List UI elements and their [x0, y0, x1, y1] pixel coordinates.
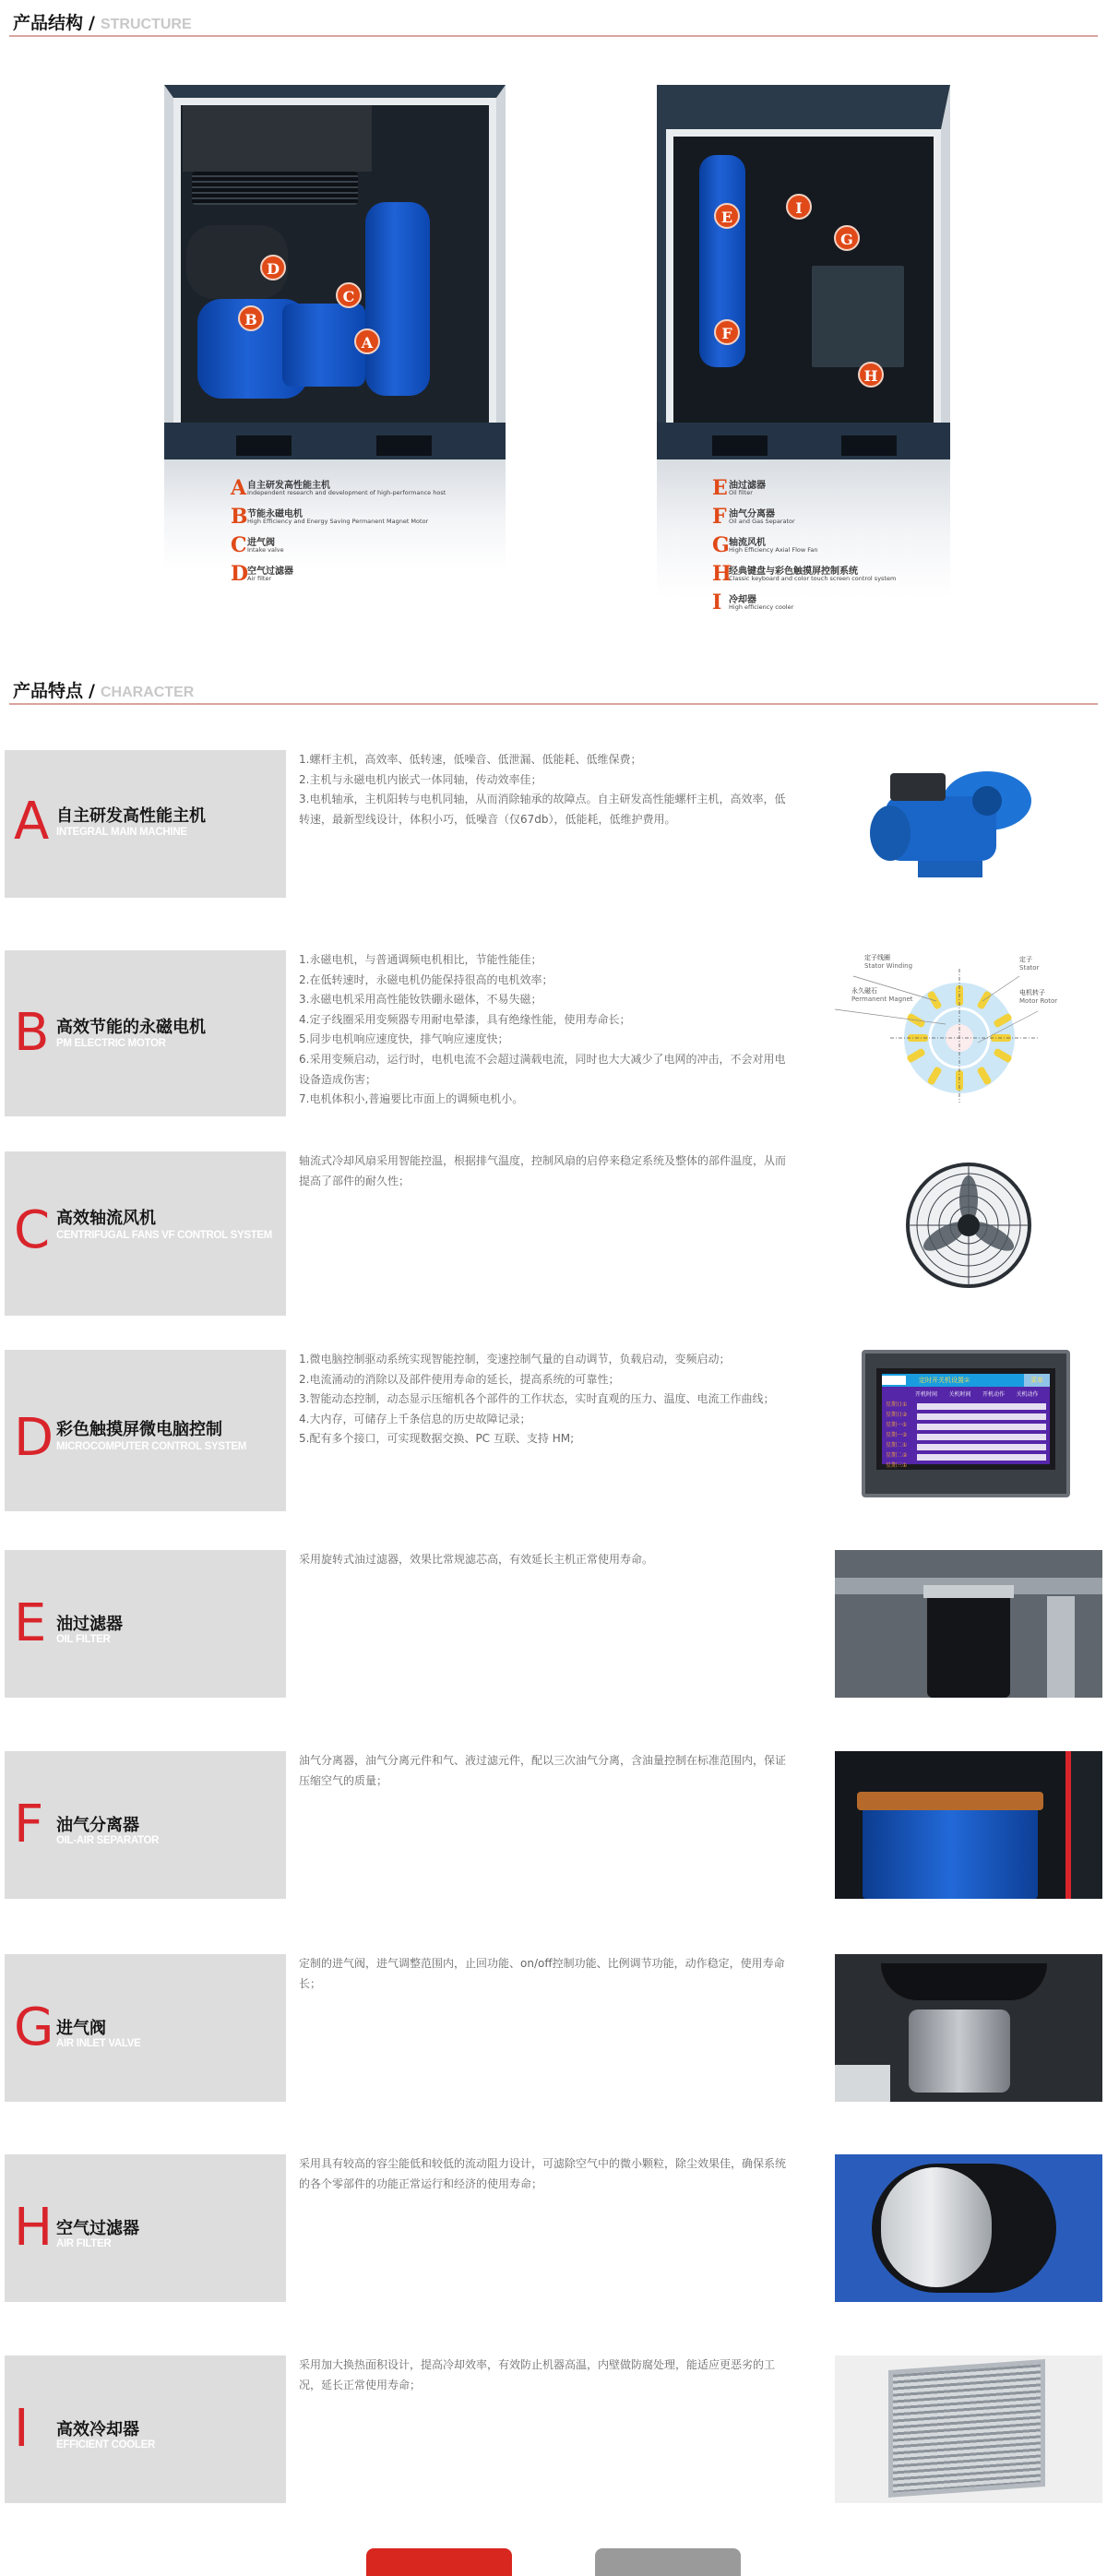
- screen-menu-button: 菜单: [1024, 1374, 1050, 1387]
- oil-separator-image: [835, 1751, 1102, 1899]
- feature-label-c: [5, 1151, 286, 1316]
- feature-title-cn: 彩色触摸屏微电脑控制: [56, 1420, 222, 1439]
- legend-item-f: F 油气分离器 Oil and Gas Separator: [712, 505, 795, 529]
- motor-cross-section-diagram: [835, 950, 1102, 1098]
- permanent-magnet-label: 永久磁石 Permanent Magnet: [851, 987, 913, 1003]
- feature-letter: E: [14, 1593, 47, 1653]
- feature-label-e: [5, 1550, 286, 1698]
- bottom-tab-gray-button[interactable]: [595, 2548, 741, 2576]
- feature-row-d: [0, 1350, 1107, 1497]
- feature-row-a: [0, 750, 1107, 898]
- cabinet-interior-rear: [673, 137, 934, 437]
- marker-h: H: [858, 362, 884, 388]
- marker-i: I: [786, 194, 812, 220]
- feature-label-b: [5, 950, 286, 1116]
- legend-item-b: B 节能永磁电机 High Efficiency and Energy Saving Permanent Magnet Motor: [231, 505, 429, 529]
- feature-row-g: [0, 1954, 1107, 2102]
- cabinet-base-rear: [657, 423, 950, 459]
- feature-label-f: [5, 1751, 286, 1899]
- air-end-body: [282, 304, 365, 387]
- legend-item-c: C 进气阀 Intake valve: [231, 533, 284, 557]
- screen-row-labels: 星期日① 星期日② 星期一① 星期一② 星期二① 星期二② 星期三①: [886, 1401, 908, 1469]
- screen-column-headers: 开机时间 关机时间 开机动作 关机动作: [915, 1391, 1039, 1398]
- legend-item-d: D 空气过滤器 Air filter: [231, 562, 293, 586]
- legend-item-e: E 油过滤器 Oil filter: [712, 476, 766, 500]
- legend-left: [231, 476, 470, 590]
- stator-winding-label: 定子线圈 Stator Winding: [864, 954, 913, 970]
- controller-bezel: [876, 1368, 1055, 1470]
- feature-title-en: EFFICIENT COOLER: [56, 2439, 156, 2451]
- structure-section-header: [9, 4, 1098, 37]
- structure-title-cn: 产品结构: [13, 13, 84, 33]
- cabinet-interior: [181, 105, 489, 437]
- feature-title-en: MICROCOMPUTER CONTROL SYSTEM: [56, 1441, 247, 1452]
- feature-title-en: CENTRIFUGAL FANS VF CONTROL SYSTEM: [56, 1230, 273, 1241]
- stator-label: 定子 Stator: [1019, 956, 1040, 972]
- feature-title-cn: 高效轴流风机: [56, 1209, 156, 1228]
- character-title-en: CHARACTER: [100, 685, 195, 700]
- feature-letter: I: [14, 2399, 30, 2459]
- structure-title-en: STRUCTURE: [100, 17, 192, 32]
- marker-d: D: [260, 255, 286, 280]
- screen-title-bar: 定时开关机设置① 菜单: [882, 1374, 1050, 1387]
- marker-c: C: [336, 282, 362, 308]
- marker-f: F: [714, 319, 740, 345]
- feature-label-h: [5, 2154, 286, 2302]
- feature-label-d: [5, 1350, 286, 1511]
- feature-title-en: OIL-AIR SEPARATOR: [56, 1835, 160, 1846]
- separator-tank: [365, 202, 430, 396]
- marker-e: E: [714, 203, 740, 229]
- compressor-rear-illustration: [657, 85, 950, 472]
- feature-title-cn: 油气分离器: [56, 1816, 139, 1835]
- cabinet-frame: [164, 85, 506, 445]
- feature-title-cn: 空气过滤器: [56, 2219, 139, 2238]
- feature-title-en: AIR INLET VALVE: [56, 2038, 141, 2049]
- axial-fan-image: [835, 1151, 1102, 1316]
- cooler-image: [835, 2355, 1102, 2503]
- bottom-tab-red-button[interactable]: [366, 2548, 512, 2576]
- feature-row-b: [0, 950, 1107, 1106]
- air-filter-image: [835, 2154, 1102, 2302]
- title-separator: /: [89, 681, 95, 701]
- feature-description: 定制的进气阀，进气调整范围内，止回功能、on/off控制功能、比例调节功能，动作稳定，使用寿命长；: [299, 1957, 785, 1990]
- feature-letter: F: [14, 1795, 44, 1854]
- feature-title-en: PM ELECTRIC MOTOR: [56, 1038, 166, 1049]
- marker-a: A: [354, 328, 380, 354]
- feature-title-cn: 高效节能的永磁电机: [56, 1018, 206, 1037]
- brand-logo: [882, 1376, 906, 1385]
- feature-description: 采用具有较高的容尘能低和较低的流动阻力设计，可滤除空气中的微小颗粒，除尘效果佳，确保系统的各个零部件的功能正常运行和经济的使用寿命；: [299, 2157, 787, 2190]
- feature-label-i: [5, 2355, 286, 2503]
- feature-title-en: OIL FILTER: [56, 1634, 111, 1645]
- feature-row-c: [0, 1151, 1107, 1299]
- screen-grid: [917, 1401, 1046, 1461]
- compressor-front-illustration: [164, 85, 506, 472]
- legend-item-h: H 经典键盘与彩色触摸屏控制系统 Classic keyboard and color touch screen control system: [712, 562, 897, 586]
- screw-air-end-image: [835, 750, 1102, 898]
- feature-title-cn: 高效冷却器: [56, 2420, 139, 2439]
- feature-row-h: [0, 2154, 1107, 2302]
- feature-title-cn: 自主研发高性能主机: [56, 806, 206, 826]
- feature-description: 采用旋转式油过滤器，效果比常规滤芯高，有效延长主机正常使用寿命。: [299, 1553, 654, 1566]
- marker-g: G: [834, 225, 860, 251]
- cabinet-frame-rear: [657, 85, 950, 445]
- feature-letter: B: [14, 1003, 50, 1063]
- feature-description: 采用加大换热面积设计，提高冷却效率，有效防止机器高温，内壁做防腐处理，能适应更恶劣的工况，延长正常使用寿命；: [299, 2358, 776, 2391]
- feature-title-en: AIR FILTER: [56, 2238, 112, 2249]
- feature-description: 油气分离器，油气分离元件和气、液过滤元件，配以三次油气分离，含油量控制在标准范围内，保证压缩空气的质量；: [299, 1754, 787, 1787]
- feature-title-cn: 油过滤器: [56, 1615, 123, 1634]
- inlet-valve-image: [835, 1954, 1102, 2102]
- feature-description: 1.永磁电机，与普通调频电机相比，节能性能佳； 2.在低转速时，永磁电机仍能保持很高的电机效率； 3.永磁电机采用高性能钕铁硼永磁体，不易失磁； 4.定子线圈采用变频器专用耐电晕漆，具有绝缘性能，使用寿命长； 5.同步电机响应速度快，排气响应速度快； 6.采用变频启动，运行时，电机电流不会超过满载电流，同时也大大减少了电网的冲击，不会对用电设备造成伤害； 7.电机体积小,普遍要比市面上的调频电机小。: [299, 953, 786, 1106]
- feature-row-i: [0, 2355, 1107, 2503]
- legend-right: [712, 476, 934, 619]
- motor-rotor-label: 电机转子 Motor Rotor: [1019, 989, 1058, 1005]
- character-title-cn: 产品特点: [13, 681, 84, 701]
- feature-title-cn: 进气阀: [56, 2019, 106, 2038]
- title-separator: /: [89, 13, 95, 33]
- feature-letter: A: [14, 792, 50, 852]
- feature-letter: H: [14, 2198, 54, 2258]
- legend-item-a: A 自主研发高性能主机 Independent research and development of high-performance host: [231, 476, 446, 500]
- feature-label-a: [5, 750, 286, 898]
- oil-filter-image: [835, 1550, 1102, 1698]
- cabinet-base: [164, 423, 506, 459]
- touch-screen-controller-image: [862, 1350, 1070, 1497]
- control-box: [812, 266, 904, 367]
- fan-guard: [192, 172, 358, 205]
- controller-screen: [882, 1374, 1050, 1469]
- feature-row-f: [0, 1751, 1107, 1899]
- character-section-header: [9, 672, 1098, 705]
- feature-letter: D: [14, 1408, 54, 1468]
- feature-description: 1.螺杆主机，高效率、低转速，低噪音、低泄漏、低能耗、低维保费； 2.主机与永磁电机内嵌式一体同轴，传动效率佳； 3.电机轴承，主机阳转与电机同轴，从而消除轴承的故障点。自主研发高性能螺杆主机，高效率，低转速，最新型线设计，体积小巧，低噪音（仅67db），低能耗，低维护费用。: [299, 753, 786, 826]
- legend-item-g: G 轴流风机 High Efficiency Axial Flow Fan: [712, 533, 818, 557]
- feature-title-en: INTEGRAL MAIN MACHINE: [56, 827, 187, 838]
- feature-letter: C: [14, 1200, 51, 1260]
- cooler-block: [183, 105, 372, 172]
- marker-b: B: [238, 305, 264, 331]
- feature-label-g: [5, 1954, 286, 2102]
- feature-row-e: [0, 1550, 1107, 1698]
- feature-description: 1.微电脑控制驱动系统实现智能控制，变速控制气量的自动调节，负载启动，变频启动； 2.电流涌动的消除以及部件使用寿命的延长，提高系统的可靠性； 3.智能动态控制，动态显示压缩机各个部件的工作状态，实时直观的压力、温度、电流工作曲线； 4.大内存，可储存上千条信息的历史故障记录； 5.配有多个接口，可实现数据交换、PC 互联、支持 HM;: [299, 1353, 775, 1446]
- feature-description: 轴流式冷却风扇采用智能控温，根据排气温度，控制风扇的启停来稳定系统及整体的部件温度，从而提高了部件的耐久性；: [299, 1154, 787, 1187]
- feature-letter: G: [14, 1998, 54, 2057]
- legend-item-i: I 冷却器 High efficiency cooler: [712, 590, 794, 614]
